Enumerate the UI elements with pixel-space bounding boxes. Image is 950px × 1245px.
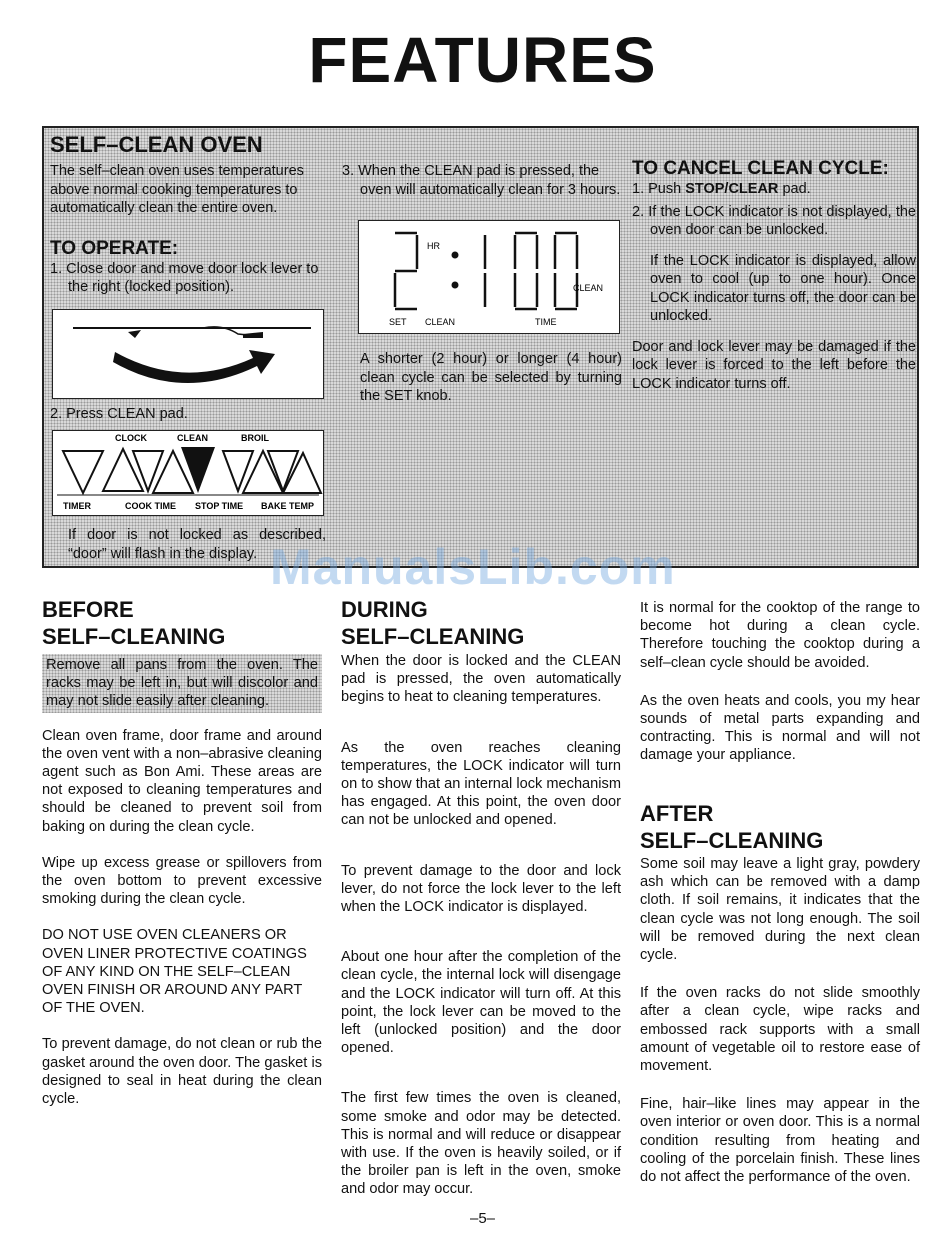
clean-cycle-length-note: A shorter (2 hour) or longer (4 hour) clean cycle can be selected by turning the SET knob. (360, 351, 622, 404)
before-p4: To prevent damage, do not clean or rub the gasket around the oven door. The gasket is designed to seal in heat during the clean cycle. (42, 1036, 322, 1108)
before-p2: Wipe up excess grease or spillovers from the oven bottom to prevent excessive smoking during the clean cycle. (42, 854, 322, 908)
during-text (341, 652, 621, 1199)
during-p3: To prevent damage to the door and lock lever, do not force the lock lever to the left when the LOCK indicator is displayed. (341, 862, 621, 916)
self-clean-col-2 (342, 162, 622, 199)
to-operate-heading: TO OPERATE: (50, 237, 179, 259)
during-p5: The first few times the oven is cleaned, some smoke and odor may be detected. This is normal and will reduce or disappear with use. If the oven is heavily soiled, or if the broiler pan is left in the oven, smoke and odor may occur. (341, 1090, 621, 1198)
lcd-display-diagram (358, 220, 620, 334)
right-text-bottom (640, 855, 920, 1186)
pad-label-cook-time: COOK TIME (125, 501, 176, 511)
pad-label-timer: TIMER (63, 501, 91, 511)
before-p1: Clean oven frame, door frame and around the oven vent with a non–abrasive cleaning agent such as Bon Ami. These areas are not exposed to cleaning temperatures and should be cleaned to prevent soil from baking on during the clean cycle. (42, 727, 322, 835)
lcd-time-label: TIME (535, 317, 557, 327)
self-clean-box (42, 126, 919, 568)
pad-label-clean: CLEAN (177, 433, 208, 443)
after-p3: Fine, hair–like lines may appear in the oven interior or oven door. This is a normal condition resulting from heating and cooling of the porcelain finish. These lines do not affect the performance of the oven. (640, 1096, 920, 1186)
stop-clear-pad-label: STOP/CLEAR (685, 181, 779, 197)
self-clean-title: SELF–CLEAN OVEN (50, 132, 263, 157)
after-p2: If the oven racks do not slide smoothly after a clean cycle, wipe racks and embossed rack supports with a small amount of vegetable oil to restore ease of movement. (640, 985, 920, 1075)
before-p3-warning: DO NOT USE OVEN CLEANERS OR OVEN LINER PROTECTIVE COATINGS OF ANY KIND ON THE SELF–CLEAN OVEN FINISH OR AROUND ANY PART OF THE OVEN. (42, 927, 307, 1017)
before-text (42, 654, 322, 1108)
door-lock-diagram (52, 309, 324, 399)
during-heading: DURING SELF–CLEANING (341, 597, 525, 649)
cancel-heading: TO CANCEL CLEAN CYCLE: (632, 158, 889, 179)
during-p2: As the oven reaches cleaning temperatures, the LOCK indicator will turn on to show that an internal lock mechanism has engaged. At this point, the oven door can not be unlocked and opened. (341, 739, 621, 829)
operate-step-2: 2. Press CLEAN pad. (50, 406, 188, 422)
after-heading: AFTER SELF–CLEANING (640, 801, 824, 853)
before-heading: BEFORE SELF–CLEANING (42, 597, 226, 649)
page-number: –5– (469, 1210, 496, 1227)
pad-label-stop-time: STOP TIME (195, 501, 244, 511)
door-flash-note: If door is not locked as described, “door” will flash in the display. (68, 527, 326, 562)
pad-label-broil: BROIL (241, 433, 269, 443)
self-clean-intro: The self–clean oven uses temperatures above normal cooking temperatures to automatically clean the entire oven. (50, 163, 304, 216)
pad-label-clock: CLOCK (115, 433, 147, 443)
right-p2: As the oven heats and cools, you my hear sounds of metal parts expanding and contracting. This is normal and will not damage your appliance. (640, 692, 920, 764)
operate-step-1: 1. Close door and move door lock lever to the right (locked position). (50, 260, 319, 295)
cancel-step-2b: If the LOCK indicator is displayed, allow oven to cool (up to one hour). Once LOCK indicator turns off, the door can be unlocked. (650, 252, 916, 324)
before-highlight-note: Remove all pans from the oven. The racks may be left in, but will discolor and may not slide easily after cleaning. (42, 654, 322, 713)
watermark: ManualsLib.com (270, 539, 676, 595)
self-clean-col-3 (632, 158, 916, 393)
lcd-hr-label: HR (427, 241, 440, 251)
after-p1: Some soil may leave a light gray, powdery ash which can be removed with a damp cloth. If soil remains, it indicates that the clean cycle was not long enough. The soil will be removed during the next clean cycle. (640, 856, 920, 964)
during-p4: About one hour after the completion of the clean cycle, the internal lock will disengage and the LOCK indicator will turn off. At this point, the lock lever can be moved to the left (unlocked position) and the door opened. (341, 949, 621, 1057)
cancel-step-1: 1. Push STOP/CLEAR pad. (632, 181, 811, 197)
lcd-clean-bottom-label: CLEAN (425, 317, 456, 327)
lock-lever-warning: Door and lock lever may be damaged if the lock lever is forced to the left before the LOCK indicator turns off. (632, 338, 916, 392)
cancel-step-2: 2. If the LOCK indicator is not displayed, the oven door can be unlocked. (632, 203, 916, 238)
page-title: FEATURES (308, 24, 657, 96)
lcd-clean-label: CLEAN (573, 283, 604, 293)
clean-step-3: 3. When the CLEAN pad is pressed, the oven will automatically clean for 3 hours. (342, 163, 621, 198)
self-clean-col-1 (50, 162, 330, 297)
pad-label-bake-temp: BAKE TEMP (261, 501, 315, 511)
right-text-top (640, 599, 920, 765)
lcd-set-label: SET (389, 317, 407, 327)
control-pad-diagram (52, 430, 324, 516)
right-p1: It is normal for the cooktop of the range to become hot during a clean cycle. Therefore touching the cooktop during a self–clean cycle should be avoided. (640, 600, 920, 671)
during-p1: When the door is locked and the CLEAN pad is pressed, the oven automatically begins to heat to cleaning temperatures. (341, 653, 621, 706)
